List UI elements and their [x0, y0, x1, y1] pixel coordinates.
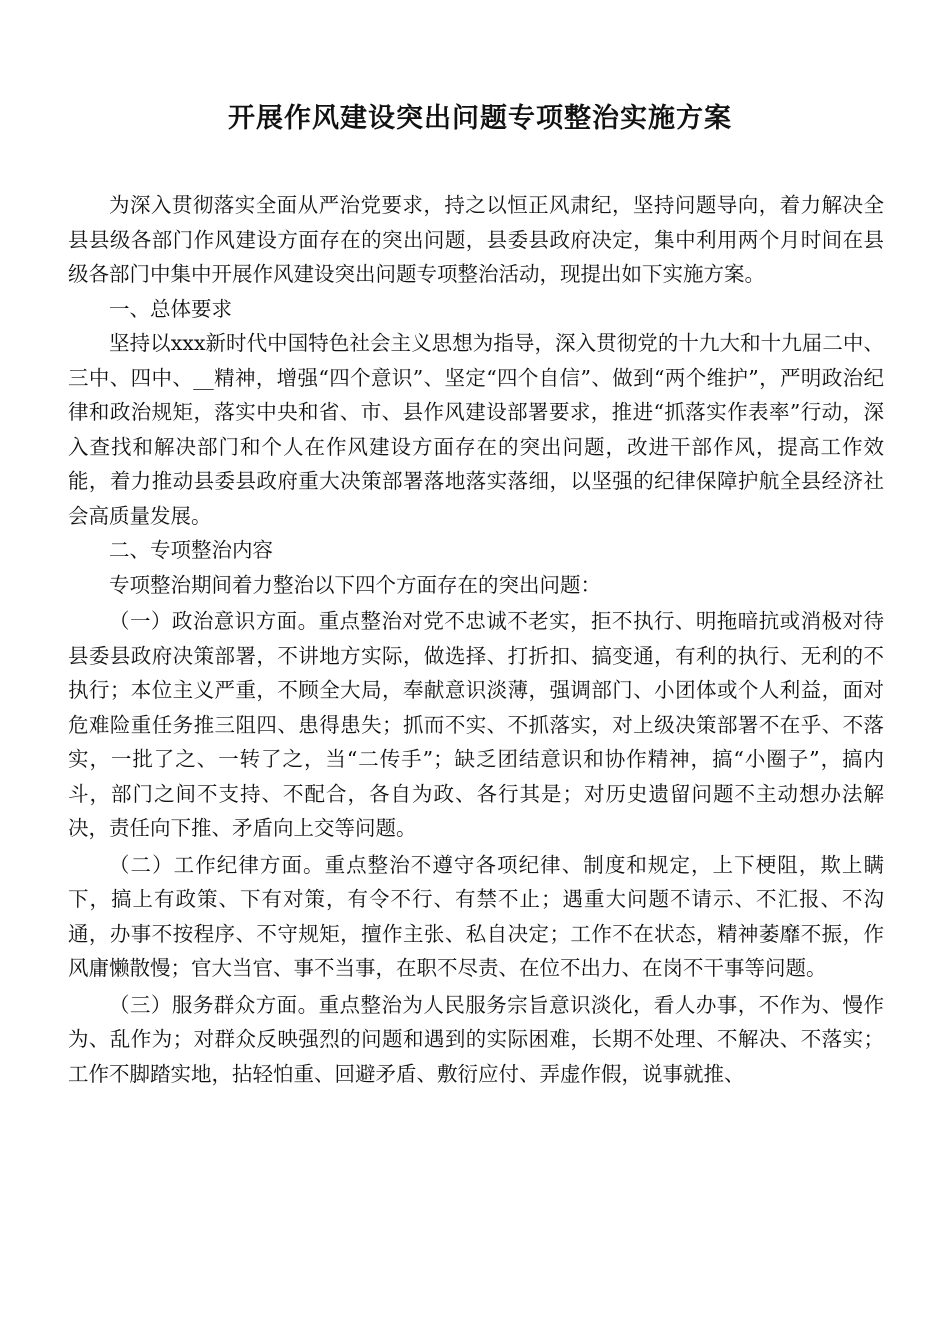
item-political-awareness: （一）政治意识方面。重点整治对党不忠诚不老实，拒不执行、明拖暗抗或消极对待县委县政府决策部署，不讲地方实际，做选择、打折扣、搞变通，有利的执行、无利的不执行；本位主义严重，不顾全大局，奉献意识淡薄，强调部门、小团体或个人利益，面对危难险重任务推三阻四、患得患失；抓而不实、不抓落实，对上级决策部署不在乎、不落实，一批了之、一转了之，当“二传手”；缺乏团结意识和协作精神，搞“小圈子”，搞内斗，部门之间不支持、不配合，各自为政、各行其是；对历史遗留问题不主动想办法解决，责任向下推、矛盾向上交等问题。: [68, 609, 884, 840]
section-heading-rectification-content: 二、专项整治内容: [109, 538, 273, 562]
general-requirements-paragraph: 坚持以xxx新时代中国特色社会主义思想为指导，深入贯彻党的十九大和十九届二中、三中、四中、__精神，增强“四个意识”、坚定“四个自信”、做到“两个维护”，严明政治纪律和政治规矩，落实中央和省、市、县作风建设部署要求，推进“抓落实作表率”行动，深入查找和解决部门和个人在作风建设方面存在的突出问题，改进干部作风，提高工作效能，着力推动县委县政府重大决策部署落地落实落细，以坚强的纪律保障护航全县经济社会高质量发展。: [68, 331, 884, 528]
section-heading-general-requirements: 一、总体要求: [109, 296, 232, 321]
rectification-intro-paragraph: 专项整治期间着力整治以下四个方面存在的突出问题：: [109, 572, 601, 597]
document-page: [68, 96, 884, 1091]
item-serving-the-masses: （三）服务群众方面。重点整治为人民服务宗旨意识淡化，看人办事，不作为、慢作为、乱作为；对群众反映强烈的问题和遇到的实际困难，长期不处理、不解决、不落实；工作不脚踏实地，拈轻怕重、回避矛盾、敷衍应付、弄虚作假，说事就推、: [68, 992, 884, 1086]
item-work-discipline: （二）工作纪律方面。重点整治不遵守各项纪律、制度和规定，上下梗阻，欺上瞒下，搞上有政策、下有对策，有令不行、有禁不止；遇重大问题不请示、不汇报、不沟通，办事不按程序、不守规矩，擅作主张、私自决定；工作不在状态，精神萎靡不振，作风庸懒散慢；官大当官、事不当事，在职不尽责、在位不出力、在岗不干事等问题。: [68, 852, 884, 980]
document-title: 开展作风建设突出问题专项整治实施方案: [228, 103, 732, 134]
intro-paragraph: 为深入贯彻落实全面从严治党要求，持之以恒正风肃纪，坚持问题导向，着力解决全县县级各部门作风建设方面存在的突出问题，县委县政府决定，集中利用两个月时间在县级各部门中集中开展作风建设突出问题专项整治活动，现提出如下实施方案。: [68, 193, 884, 286]
